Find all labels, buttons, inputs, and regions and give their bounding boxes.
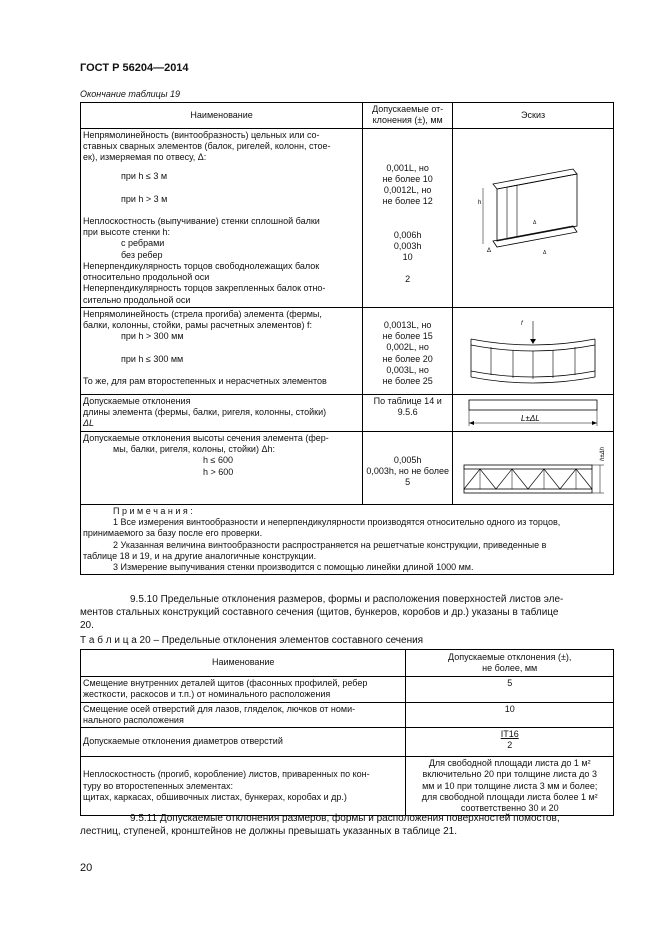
row-tolerance: 10 [406, 702, 614, 728]
sketch-delta2-label: Δ [543, 249, 547, 256]
table-caption: Окончание таблицы 19 [80, 89, 180, 99]
row-name: Непрямолинейность (стрела прогиба) элемента (фермы, балки, колонны, стойки, рамы расчетных элементов) f: при h > 300 мм при h ≤ 300 мм То же, для рам второстепенных и нерасчетных элементов [81, 307, 363, 394]
sketch-length-label: L±ΔL [521, 413, 540, 423]
sketch-cell [453, 431, 614, 504]
row-tolerance: По таблице 14 и 9.5.6 [363, 394, 453, 431]
header-sketch: Эскиз [453, 103, 614, 129]
table-20 [80, 649, 614, 816]
sketch-cell [453, 394, 614, 431]
table-row [81, 307, 614, 394]
table-20-title: Т а б л и ц а 20 – Предельные отклонения элементов составного сечения [80, 635, 424, 646]
row-name: Допускаемые отклонения диаметров отверстий [81, 728, 406, 757]
page-number: 20 [80, 862, 93, 874]
table-row [81, 128, 614, 307]
table-19 [80, 102, 614, 575]
fraction-numerator: IT16 [500, 729, 519, 739]
table-row [81, 757, 614, 816]
sketch-height-label: h±Δh [600, 446, 607, 461]
sketch-delta1-label: Δ [533, 219, 537, 226]
table-row [81, 431, 614, 504]
header-name: Наименование [81, 650, 406, 677]
row-name: Смещение внутренних деталей щитов (фасонных профилей, ребер жесткости, раскосов и т.п.) от номинального расположения [81, 677, 406, 703]
sketch-f-label: f [521, 320, 523, 327]
notes-cell: П р и м е ч а н и я : 1 Все измерения винтообразности и неперпендикулярности производятся относительно одного из торцов, принимаемого за базу после его проверки. 2 Указанная величина винтообразности распространяется на решетчатые конструкции, приведенные в таблице 18 и 19, и на другие аналогичные конструкции. 3 Измерение выпучивания стенки производится с помощью линейки длиной 1000 мм. [81, 504, 614, 575]
header-tolerance: Допускаемые отклонения (±), не более, мм [406, 650, 614, 677]
row-tolerance: 5 [406, 677, 614, 703]
row-tolerance: 0,001L, но не более 10 0,0012L, но не более 12 0,006h 0,003h 10 2 [363, 128, 453, 307]
row-name: Допускаемые отклонения высоты сечения элемента (фер- мы, балки, ригеля, колоны, стойки) Δh: h ≤ 600 h > 600 [81, 431, 363, 504]
row-tolerance: 0,0013L, но не более 15 0,002L, но не более 20 0,003L, но не более 25 [363, 307, 453, 394]
sketch-delta-label: Δ [487, 247, 492, 254]
row-tolerance: Для свободной площади листа до 1 м² включительно 20 при толщине листа до 3 мм и 10 при толщине листа 3 мм и более; для свободной площади листа более 1 м² соответственно 30 и 20 [406, 757, 614, 816]
paragraph-9-5-10: 9.5.10 Предельные отклонения размеров, формы и расположения поверхностей листов эле- ментов стальных конструкций составного сечения (щитов, бункеров, коробов и др.) указаны в таблице 20. [80, 594, 564, 631]
beam-twist-sketch [473, 164, 593, 264]
table-row [81, 702, 614, 728]
table-header-row [81, 103, 614, 129]
row-name: Неплоскостность (прогиб, коробление) листов, приваренных по кон- туру во второстепенных элементах: щитах, каркасах, обшивочных листах, бункерах, коробах и др.) [81, 757, 406, 816]
deflection-sketch [463, 311, 603, 391]
truss-height-sketch [458, 435, 608, 501]
header-tolerance: Допускаемые от- клонения (±), мм [363, 103, 453, 129]
row-name: Допускаемые отклонения длины элемента (фермы, балки, ригеля, колонны, стойки) ΔL [81, 394, 363, 431]
header-name: Наименование [81, 103, 363, 129]
sketch-h-label: h [478, 199, 482, 206]
table-header-row [81, 650, 614, 677]
table-row [81, 394, 614, 431]
row-name: Смещение осей отверстий для лазов, гляделок, лючков от номи- нального расположения [81, 702, 406, 728]
document-title: ГОСТ Р 56204—2014 [80, 62, 189, 74]
length-sketch [463, 398, 603, 428]
notes-row [81, 504, 614, 575]
table-row [81, 677, 614, 703]
fraction-denominator: 2 [507, 740, 513, 751]
sketch-cell [453, 307, 614, 394]
sketch-cell [453, 128, 614, 307]
table-row [81, 728, 614, 757]
row-name: Непрямолинейность (винтообразность) цельных или со- ставных сварных элементов (балок, ригелей, колонн, стое- ек), измеряемая по отвесу, Δ: при h ≤ 3 м при h > 3 м Неплоскостность (выпучивание) стенки сплошной балки при высоте стенки h: с ребрами без ребер Неперпендикулярность торцов свободнолежащих балок относительно продольной оси Неперпендикулярность торцов закрепленных балок отно- сительно продольной оси [81, 128, 363, 307]
paragraph-9-5-11: 9.5.11 Допускаемые отклонения размеров, формы и расположения поверхностей помостов, лестниц, ступеней, кронштейнов не должны превышать указанных в таблице 21. [80, 813, 560, 837]
row-tolerance: 0,005h 0,003h, но не более 5 [363, 431, 453, 504]
row-tolerance [406, 728, 614, 757]
